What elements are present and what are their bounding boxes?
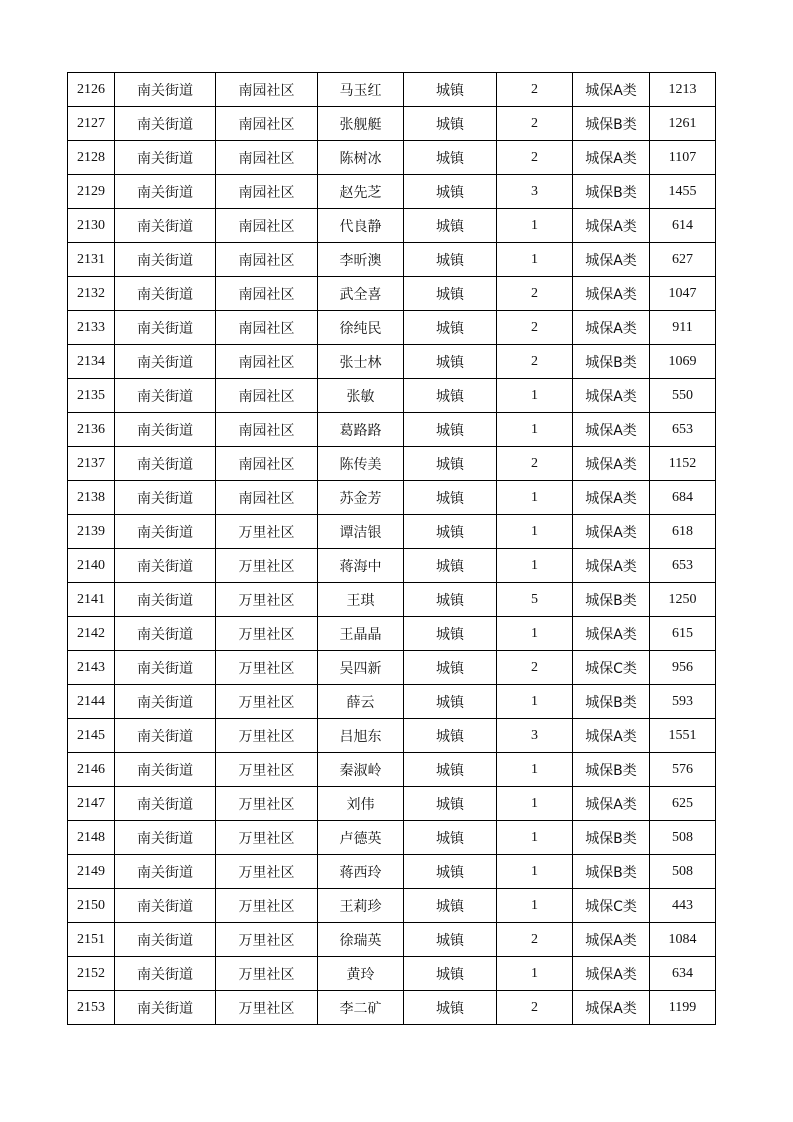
household-count-cell: 1 [497, 209, 573, 243]
name-cell: 吕旭东 [318, 719, 404, 753]
table-row [68, 855, 716, 889]
area-type-cell: 城镇 [404, 345, 497, 379]
area-type-cell: 城镇 [404, 787, 497, 821]
community-cell: 南园社区 [216, 141, 318, 175]
community-cell: 南园社区 [216, 73, 318, 107]
household-count-cell: 3 [497, 719, 573, 753]
subdistrict-cell: 南关街道 [115, 719, 216, 753]
area-type-cell: 城镇 [404, 141, 497, 175]
insurance-category-cell: 城保B类 [573, 583, 650, 617]
insurance-category-cell: 城保C类 [573, 889, 650, 923]
table-row [68, 651, 716, 685]
name-cell: 马玉红 [318, 73, 404, 107]
table-row [68, 685, 716, 719]
name-cell: 张敏 [318, 379, 404, 413]
amount-cell: 684 [650, 481, 716, 515]
insurance-category-cell: 城保B类 [573, 345, 650, 379]
amount-cell: 1213 [650, 73, 716, 107]
subdistrict-cell: 南关街道 [115, 821, 216, 855]
community-cell: 万里社区 [216, 549, 318, 583]
insurance-category-cell: 城保A类 [573, 719, 650, 753]
serial-number-cell: 2142 [68, 617, 115, 651]
records-body [68, 73, 716, 1025]
community-cell: 南园社区 [216, 107, 318, 141]
household-count-cell: 1 [497, 855, 573, 889]
area-type-cell: 城镇 [404, 379, 497, 413]
area-type-cell: 城镇 [404, 753, 497, 787]
subdistrict-cell: 南关街道 [115, 141, 216, 175]
name-cell: 吴四新 [318, 651, 404, 685]
subdistrict-cell: 南关街道 [115, 991, 216, 1025]
area-type-cell: 城镇 [404, 821, 497, 855]
area-type-cell: 城镇 [404, 583, 497, 617]
amount-cell: 1084 [650, 923, 716, 957]
amount-cell: 593 [650, 685, 716, 719]
household-count-cell: 1 [497, 515, 573, 549]
name-cell: 谭洁银 [318, 515, 404, 549]
amount-cell: 443 [650, 889, 716, 923]
area-type-cell: 城镇 [404, 651, 497, 685]
area-type-cell: 城镇 [404, 277, 497, 311]
serial-number-cell: 2140 [68, 549, 115, 583]
community-cell: 万里社区 [216, 685, 318, 719]
serial-number-cell: 2135 [68, 379, 115, 413]
area-type-cell: 城镇 [404, 311, 497, 345]
table-row [68, 73, 716, 107]
name-cell: 徐纯民 [318, 311, 404, 345]
subdistrict-cell: 南关街道 [115, 923, 216, 957]
insurance-category-cell: 城保A类 [573, 209, 650, 243]
subdistrict-cell: 南关街道 [115, 889, 216, 923]
serial-number-cell: 2144 [68, 685, 115, 719]
serial-number-cell: 2149 [68, 855, 115, 889]
household-count-cell: 2 [497, 277, 573, 311]
serial-number-cell: 2133 [68, 311, 115, 345]
table-row [68, 719, 716, 753]
household-count-cell: 1 [497, 617, 573, 651]
table-row [68, 277, 716, 311]
area-type-cell: 城镇 [404, 413, 497, 447]
amount-cell: 653 [650, 413, 716, 447]
amount-cell: 625 [650, 787, 716, 821]
subdistrict-cell: 南关街道 [115, 447, 216, 481]
community-cell: 南园社区 [216, 209, 318, 243]
community-cell: 万里社区 [216, 923, 318, 957]
name-cell: 李二矿 [318, 991, 404, 1025]
subdistrict-cell: 南关街道 [115, 787, 216, 821]
name-cell: 苏金芳 [318, 481, 404, 515]
subdistrict-cell: 南关街道 [115, 379, 216, 413]
serial-number-cell: 2127 [68, 107, 115, 141]
table-row [68, 141, 716, 175]
table-row [68, 481, 716, 515]
area-type-cell: 城镇 [404, 719, 497, 753]
table-row [68, 991, 716, 1025]
serial-number-cell: 2147 [68, 787, 115, 821]
subdistrict-cell: 南关街道 [115, 175, 216, 209]
household-count-cell: 2 [497, 311, 573, 345]
name-cell: 张舰艇 [318, 107, 404, 141]
name-cell: 蒋西玲 [318, 855, 404, 889]
name-cell: 陈树冰 [318, 141, 404, 175]
subdistrict-cell: 南关街道 [115, 651, 216, 685]
table-row [68, 753, 716, 787]
amount-cell: 1250 [650, 583, 716, 617]
insurance-category-cell: 城保A类 [573, 73, 650, 107]
amount-cell: 615 [650, 617, 716, 651]
table-row [68, 923, 716, 957]
name-cell: 代良静 [318, 209, 404, 243]
name-cell: 武全喜 [318, 277, 404, 311]
serial-number-cell: 2130 [68, 209, 115, 243]
table-row [68, 379, 716, 413]
insurance-category-cell: 城保A类 [573, 787, 650, 821]
household-count-cell: 1 [497, 413, 573, 447]
subdistrict-cell: 南关街道 [115, 515, 216, 549]
table-row [68, 787, 716, 821]
serial-number-cell: 2134 [68, 345, 115, 379]
subdistrict-cell: 南关街道 [115, 685, 216, 719]
insurance-category-cell: 城保A类 [573, 277, 650, 311]
insurance-category-cell: 城保A类 [573, 379, 650, 413]
area-type-cell: 城镇 [404, 107, 497, 141]
subdistrict-cell: 南关街道 [115, 311, 216, 345]
community-cell: 万里社区 [216, 889, 318, 923]
insurance-category-cell: 城保A类 [573, 141, 650, 175]
table-row [68, 175, 716, 209]
area-type-cell: 城镇 [404, 549, 497, 583]
household-count-cell: 2 [497, 923, 573, 957]
subdistrict-cell: 南关街道 [115, 73, 216, 107]
insurance-category-cell: 城保A类 [573, 617, 650, 651]
area-type-cell: 城镇 [404, 515, 497, 549]
name-cell: 陈传美 [318, 447, 404, 481]
table-row [68, 311, 716, 345]
area-type-cell: 城镇 [404, 447, 497, 481]
subdistrict-cell: 南关街道 [115, 345, 216, 379]
subdistrict-cell: 南关街道 [115, 413, 216, 447]
serial-number-cell: 2148 [68, 821, 115, 855]
table-row [68, 889, 716, 923]
amount-cell: 956 [650, 651, 716, 685]
name-cell: 刘伟 [318, 787, 404, 821]
household-count-cell: 1 [497, 753, 573, 787]
community-cell: 万里社区 [216, 991, 318, 1025]
area-type-cell: 城镇 [404, 243, 497, 277]
serial-number-cell: 2138 [68, 481, 115, 515]
amount-cell: 1069 [650, 345, 716, 379]
subdistrict-cell: 南关街道 [115, 549, 216, 583]
household-count-cell: 2 [497, 447, 573, 481]
amount-cell: 653 [650, 549, 716, 583]
name-cell: 李昕澳 [318, 243, 404, 277]
household-count-cell: 2 [497, 141, 573, 175]
area-type-cell: 城镇 [404, 617, 497, 651]
serial-number-cell: 2153 [68, 991, 115, 1025]
community-cell: 万里社区 [216, 515, 318, 549]
community-cell: 万里社区 [216, 821, 318, 855]
community-cell: 南园社区 [216, 413, 318, 447]
community-cell: 万里社区 [216, 787, 318, 821]
community-cell: 南园社区 [216, 277, 318, 311]
amount-cell: 1261 [650, 107, 716, 141]
name-cell: 薛云 [318, 685, 404, 719]
insurance-category-cell: 城保A类 [573, 481, 650, 515]
area-type-cell: 城镇 [404, 73, 497, 107]
community-cell: 南园社区 [216, 311, 318, 345]
name-cell: 卢德英 [318, 821, 404, 855]
area-type-cell: 城镇 [404, 209, 497, 243]
serial-number-cell: 2126 [68, 73, 115, 107]
amount-cell: 508 [650, 821, 716, 855]
serial-number-cell: 2136 [68, 413, 115, 447]
serial-number-cell: 2132 [68, 277, 115, 311]
insurance-category-cell: 城保A类 [573, 549, 650, 583]
amount-cell: 1455 [650, 175, 716, 209]
name-cell: 徐瑞英 [318, 923, 404, 957]
table-row [68, 821, 716, 855]
table-row [68, 617, 716, 651]
serial-number-cell: 2151 [68, 923, 115, 957]
household-count-cell: 2 [497, 991, 573, 1025]
insurance-category-cell: 城保A类 [573, 243, 650, 277]
table-row [68, 209, 716, 243]
household-count-cell: 1 [497, 957, 573, 991]
amount-cell: 550 [650, 379, 716, 413]
amount-cell: 627 [650, 243, 716, 277]
amount-cell: 1047 [650, 277, 716, 311]
household-count-cell: 1 [497, 889, 573, 923]
insurance-category-cell: 城保B类 [573, 855, 650, 889]
community-cell: 万里社区 [216, 583, 318, 617]
household-count-cell: 2 [497, 651, 573, 685]
area-type-cell: 城镇 [404, 481, 497, 515]
table-row [68, 447, 716, 481]
area-type-cell: 城镇 [404, 175, 497, 209]
household-count-cell: 1 [497, 379, 573, 413]
household-count-cell: 2 [497, 345, 573, 379]
table-row [68, 413, 716, 447]
area-type-cell: 城镇 [404, 923, 497, 957]
insurance-category-cell: 城保C类 [573, 651, 650, 685]
name-cell: 赵先芝 [318, 175, 404, 209]
household-count-cell: 1 [497, 243, 573, 277]
name-cell: 葛路路 [318, 413, 404, 447]
area-type-cell: 城镇 [404, 685, 497, 719]
community-cell: 万里社区 [216, 957, 318, 991]
community-cell: 南园社区 [216, 243, 318, 277]
table-row [68, 515, 716, 549]
name-cell: 王琪 [318, 583, 404, 617]
serial-number-cell: 2143 [68, 651, 115, 685]
insurance-category-cell: 城保B类 [573, 107, 650, 141]
household-count-cell: 5 [497, 583, 573, 617]
insurance-category-cell: 城保B类 [573, 175, 650, 209]
area-type-cell: 城镇 [404, 991, 497, 1025]
insurance-category-cell: 城保A类 [573, 991, 650, 1025]
name-cell: 秦淑岭 [318, 753, 404, 787]
serial-number-cell: 2145 [68, 719, 115, 753]
area-type-cell: 城镇 [404, 957, 497, 991]
table-row [68, 107, 716, 141]
amount-cell: 634 [650, 957, 716, 991]
serial-number-cell: 2137 [68, 447, 115, 481]
name-cell: 王晶晶 [318, 617, 404, 651]
household-count-cell: 1 [497, 787, 573, 821]
serial-number-cell: 2128 [68, 141, 115, 175]
serial-number-cell: 2152 [68, 957, 115, 991]
subdistrict-cell: 南关街道 [115, 583, 216, 617]
community-cell: 南园社区 [216, 175, 318, 209]
community-cell: 万里社区 [216, 719, 318, 753]
name-cell: 黄玲 [318, 957, 404, 991]
serial-number-cell: 2150 [68, 889, 115, 923]
community-cell: 万里社区 [216, 855, 318, 889]
household-count-cell: 1 [497, 821, 573, 855]
name-cell: 王莉珍 [318, 889, 404, 923]
table-row [68, 243, 716, 277]
household-count-cell: 2 [497, 73, 573, 107]
serial-number-cell: 2129 [68, 175, 115, 209]
subdistrict-cell: 南关街道 [115, 243, 216, 277]
serial-number-cell: 2141 [68, 583, 115, 617]
household-count-cell: 1 [497, 549, 573, 583]
insurance-category-cell: 城保A类 [573, 515, 650, 549]
serial-number-cell: 2131 [68, 243, 115, 277]
subdistrict-cell: 南关街道 [115, 957, 216, 991]
amount-cell: 911 [650, 311, 716, 345]
area-type-cell: 城镇 [404, 889, 497, 923]
table-row [68, 583, 716, 617]
table-row [68, 345, 716, 379]
amount-cell: 1152 [650, 447, 716, 481]
amount-cell: 1107 [650, 141, 716, 175]
subdistrict-cell: 南关街道 [115, 481, 216, 515]
amount-cell: 1551 [650, 719, 716, 753]
amount-cell: 618 [650, 515, 716, 549]
community-cell: 南园社区 [216, 345, 318, 379]
community-cell: 万里社区 [216, 651, 318, 685]
household-count-cell: 1 [497, 481, 573, 515]
insurance-category-cell: 城保B类 [573, 685, 650, 719]
insurance-category-cell: 城保A类 [573, 413, 650, 447]
insurance-category-cell: 城保A类 [573, 923, 650, 957]
amount-cell: 576 [650, 753, 716, 787]
subdistrict-cell: 南关街道 [115, 277, 216, 311]
name-cell: 张士林 [318, 345, 404, 379]
area-type-cell: 城镇 [404, 855, 497, 889]
subdistrict-cell: 南关街道 [115, 209, 216, 243]
subdistrict-cell: 南关街道 [115, 855, 216, 889]
amount-cell: 1199 [650, 991, 716, 1025]
insurance-category-cell: 城保A类 [573, 311, 650, 345]
household-count-cell: 1 [497, 685, 573, 719]
community-cell: 南园社区 [216, 481, 318, 515]
community-cell: 南园社区 [216, 447, 318, 481]
insurance-category-cell: 城保B类 [573, 753, 650, 787]
table-row [68, 549, 716, 583]
serial-number-cell: 2139 [68, 515, 115, 549]
insurance-category-cell: 城保A类 [573, 957, 650, 991]
subdistrict-cell: 南关街道 [115, 107, 216, 141]
insurance-category-cell: 城保A类 [573, 447, 650, 481]
subdistrict-cell: 南关街道 [115, 617, 216, 651]
subdistrict-cell: 南关街道 [115, 753, 216, 787]
insurance-category-cell: 城保B类 [573, 821, 650, 855]
amount-cell: 508 [650, 855, 716, 889]
table-row [68, 957, 716, 991]
amount-cell: 614 [650, 209, 716, 243]
household-count-cell: 3 [497, 175, 573, 209]
community-cell: 南园社区 [216, 379, 318, 413]
community-cell: 万里社区 [216, 753, 318, 787]
household-count-cell: 2 [497, 107, 573, 141]
name-cell: 蒋海中 [318, 549, 404, 583]
records-table [67, 72, 716, 1025]
community-cell: 万里社区 [216, 617, 318, 651]
serial-number-cell: 2146 [68, 753, 115, 787]
